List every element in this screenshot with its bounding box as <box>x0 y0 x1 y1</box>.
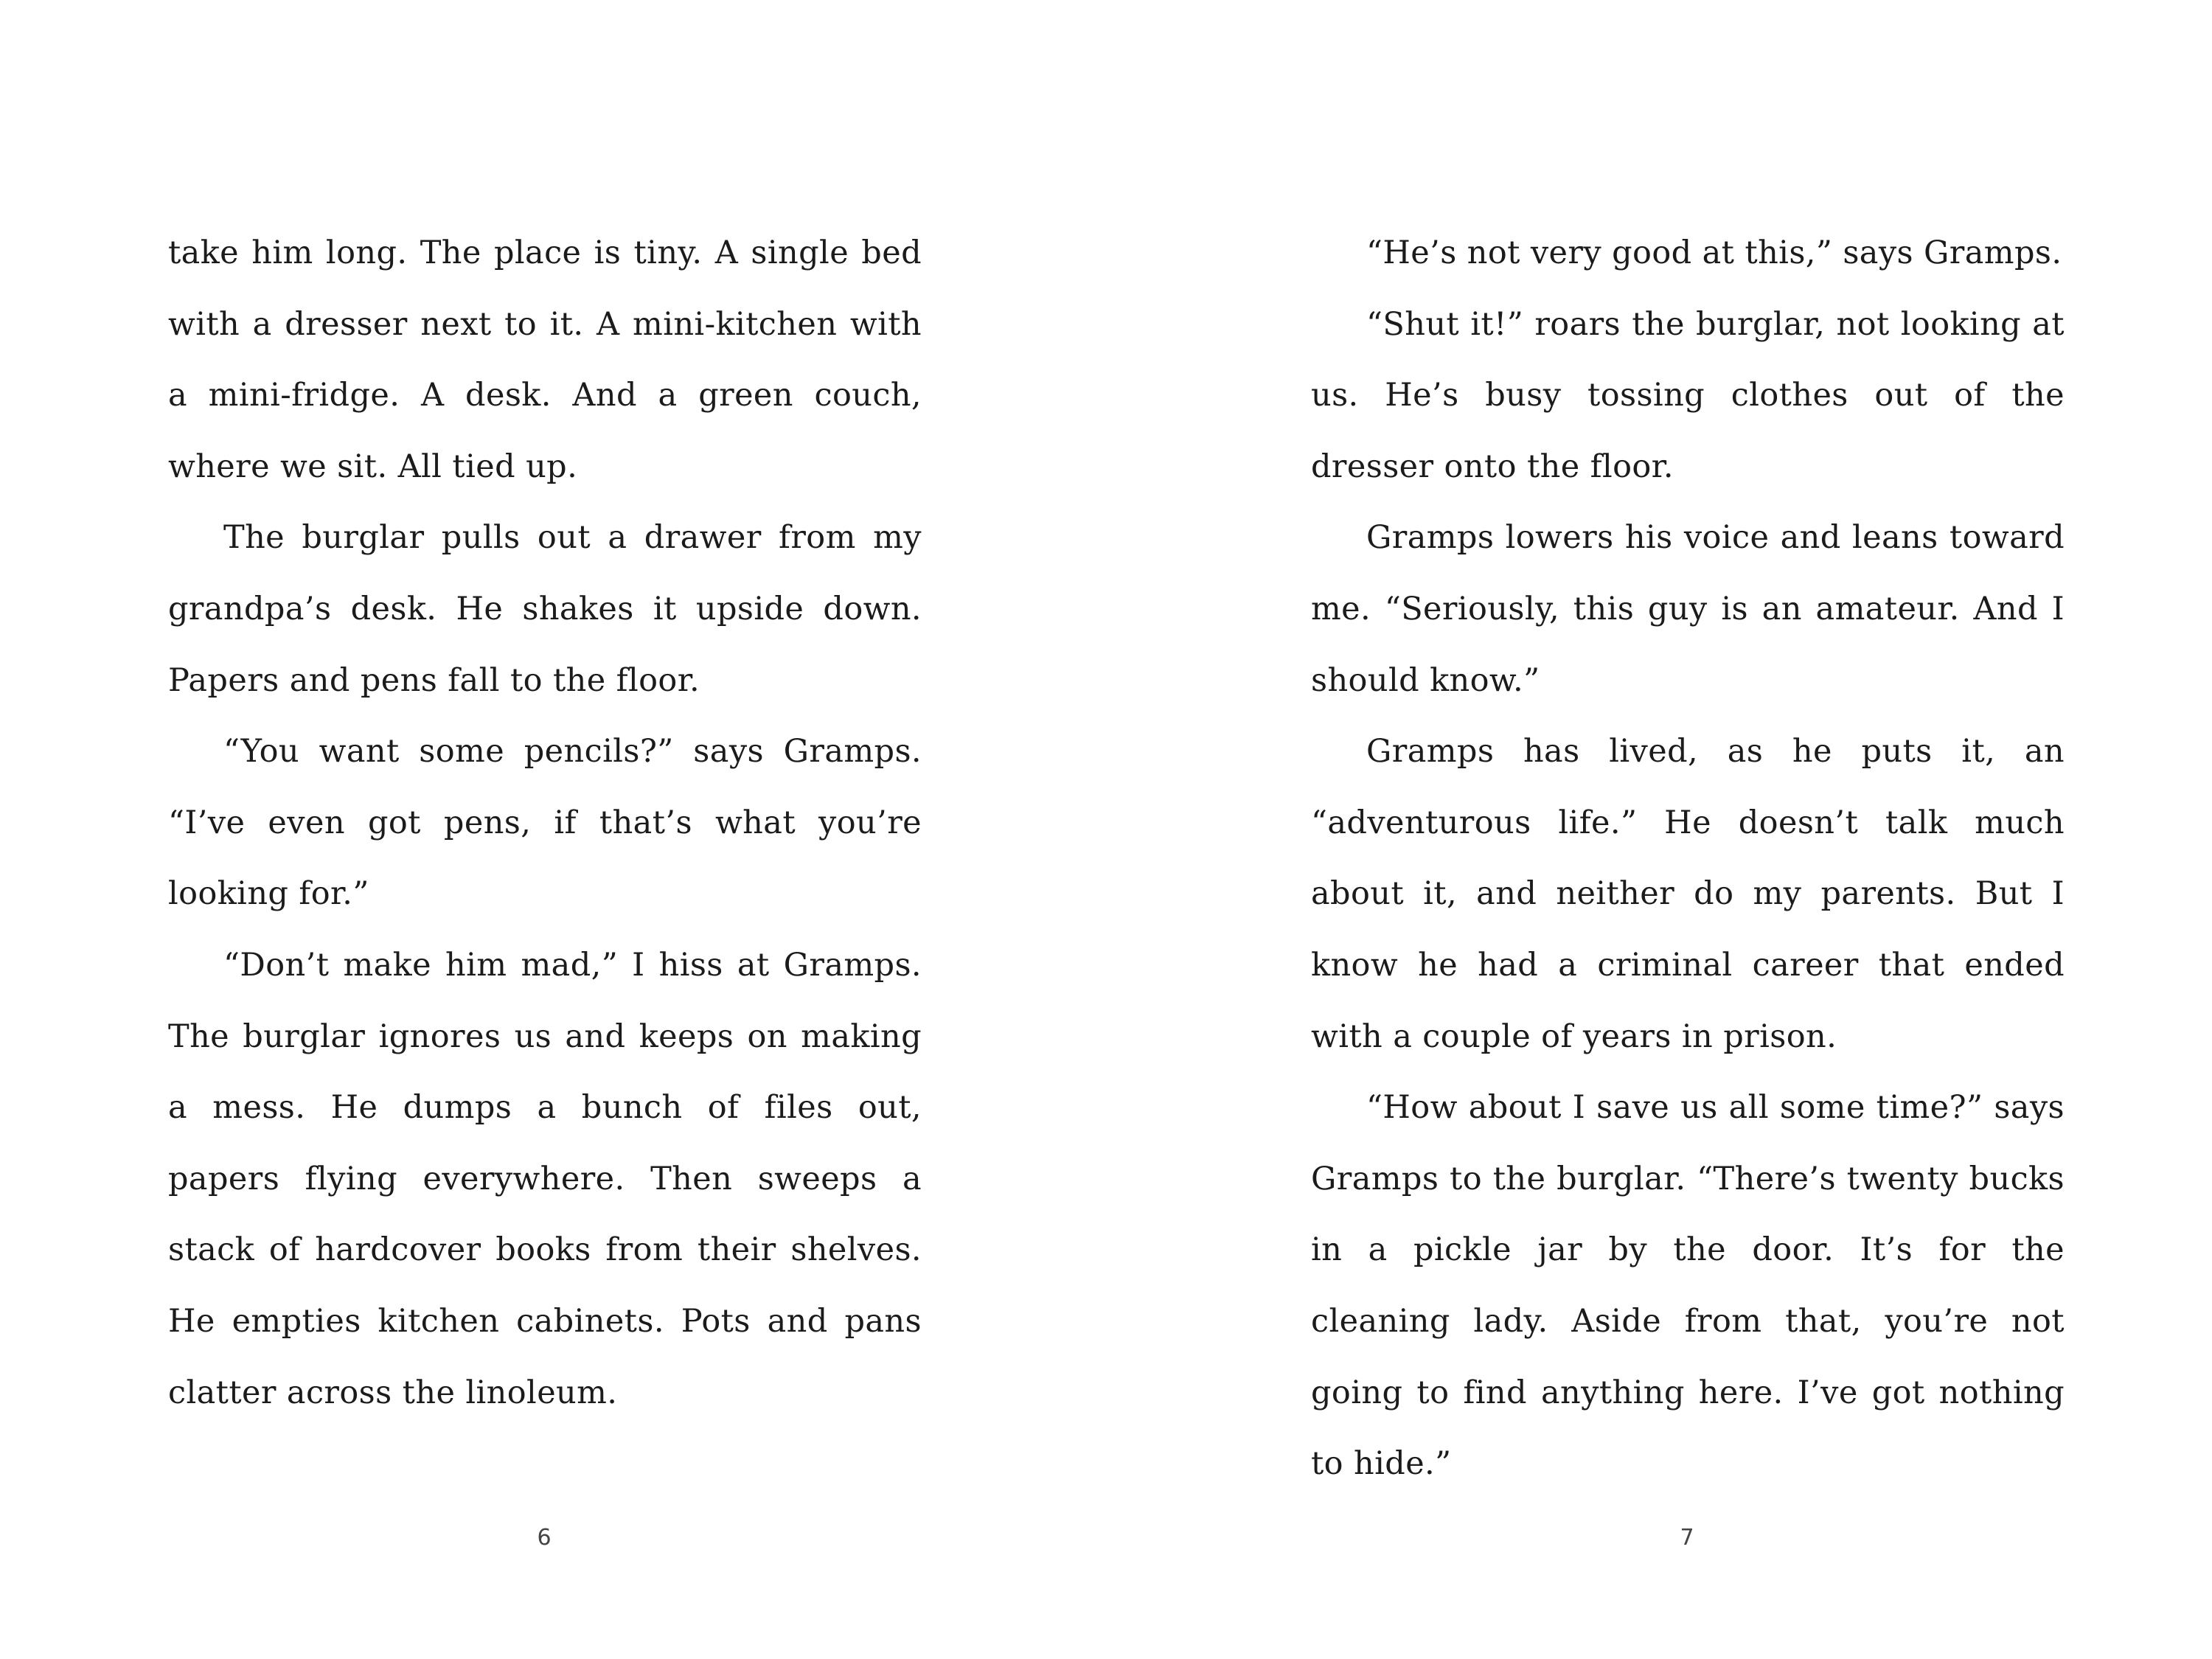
page-number: 6 <box>537 1525 552 1551</box>
paragraph: Gramps lowers his voice and leans toward me. “Seriously, this guy is an amateur. And I should know.” <box>1311 519 2065 699</box>
paragraph: take him long. The place is tiny. A single bed with a dresser next to it. A mini-kitchen with a mini-fridge. A desk. And a green couch, where we sit. All tied up. <box>168 234 922 485</box>
paragraph: “Shut it!” roars the burglar, not looking at us. He’s busy tossing clothes out of the dresser onto the floor. <box>1311 305 2065 485</box>
paragraph: “He’s not very good at this,” says Gramps. <box>1366 234 2062 271</box>
paragraph: “Don’t make him mad,” I hiss at Gramps. The burglar ignores us and keeps on making a mess. He dumps a bunch of files out, papers flying everywhere. Then sweeps a stack of hardcover books from their shelves. He empties kitchen cabinets. Pots and pans clatter across the linoleum. <box>168 946 922 1411</box>
paragraph: The burglar pulls out a drawer from my grandpa’s desk. He shakes it upside down. Papers and pens fall to the floor. <box>168 519 922 699</box>
page-number: 7 <box>1680 1525 1694 1551</box>
paragraph: Gramps has lived, as he puts it, an “adventurous life.” He doesn’t talk much about it, and neither do my parents. But I know he had a criminal career that ended with a couple of years in prison. <box>1311 733 2065 1055</box>
paragraph: “How about I save us all some time?” says Gramps to the burglar. “There’s twenty bucks in a pickle jar by the door. It’s for the cleaning lady. Aside from that, you’re not going to find anything here. I’ve got nothing to hide.” <box>1311 1089 2065 1483</box>
right-page-text <box>1311 218 2065 1500</box>
right-page <box>1106 0 2212 1659</box>
left-page-text <box>168 218 922 1428</box>
paragraph: “You want some pencils?” says Gramps. “I’ve even got pens, if that’s what you’re looking for.” <box>168 733 922 913</box>
